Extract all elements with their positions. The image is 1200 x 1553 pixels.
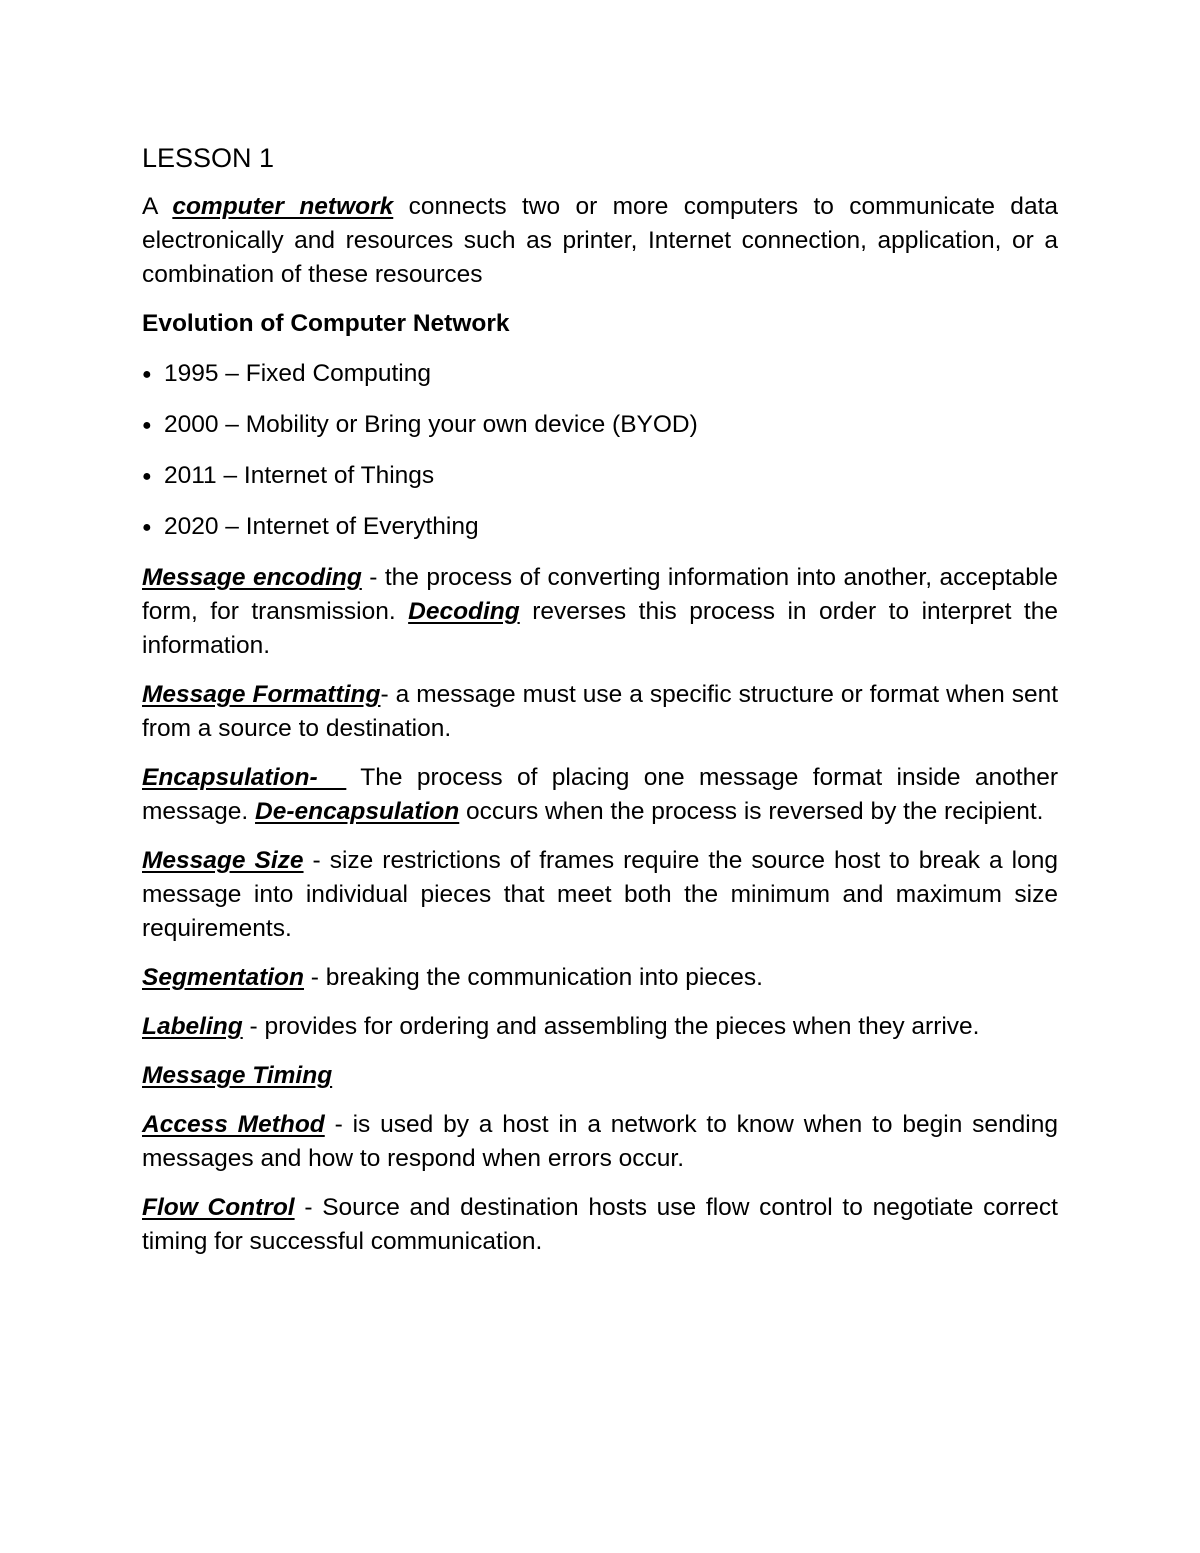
term-message-encoding: Message encoding xyxy=(142,564,362,591)
term-flow-control: Flow Control xyxy=(142,1194,295,1221)
term-access-method: Access Method xyxy=(142,1111,325,1138)
definition-text: reverses this process in order to interpret the information. xyxy=(142,598,1058,659)
definition-text: - the process of converting information into another, acceptable form, for transmission. xyxy=(142,564,1058,625)
definition-encapsulation xyxy=(142,761,1058,829)
list-item xyxy=(142,459,1058,494)
definition-text: - Source and destination hosts use flow control to negotiate correct timing for successful communication. xyxy=(142,1194,1058,1255)
term-encapsulation: Encapsulation- xyxy=(142,764,347,791)
bullet-icon: ● xyxy=(142,366,152,383)
lesson-title: LESSON 1 xyxy=(142,143,275,173)
definition-message-encoding xyxy=(142,561,1058,663)
intro-text: connects two or more computers to communicate data electronically and resources such as printer, Internet connection, application, or a combination of these resources xyxy=(142,193,1058,288)
definition-text: The process of placing one message format inside another message. xyxy=(142,764,1058,825)
list-item-text: 2020 – Internet of Everything xyxy=(164,513,479,540)
evolution-heading: Evolution of Computer Network xyxy=(142,310,510,337)
list-item xyxy=(142,357,1058,392)
term-computer-network: computer network xyxy=(172,193,394,220)
intro-paragraph xyxy=(142,190,1058,292)
bullet-icon: ● xyxy=(142,417,152,434)
term-message-size: Message Size xyxy=(142,847,304,874)
evolution-list xyxy=(142,357,1058,545)
definition-message-formatting xyxy=(142,678,1058,746)
definition-message-timing xyxy=(142,1059,1058,1093)
term-decoding: Decoding xyxy=(408,598,520,625)
definition-access-method xyxy=(142,1108,1058,1176)
definition-message-size xyxy=(142,844,1058,946)
bullet-icon: ● xyxy=(142,519,152,536)
definition-text: - size restrictions of frames require the source host to break a long message into individual pieces that meet both the minimum and maximum size requirements. xyxy=(142,847,1058,942)
list-item-text: 2011 – Internet of Things xyxy=(164,462,435,489)
term-labeling: Labeling xyxy=(142,1013,243,1040)
term-de-encapsulation: De-encapsulation xyxy=(255,798,460,825)
list-item xyxy=(142,510,1058,545)
definition-text: - a message must use a specific structure or format when sent from a source to destination. xyxy=(142,681,1059,742)
definition-flow-control xyxy=(142,1191,1058,1259)
definition-text: occurs when the process is reversed by the recipient. xyxy=(459,798,1044,825)
definition-segmentation xyxy=(142,961,1058,995)
document-page xyxy=(142,138,1058,1274)
term-segmentation: Segmentation xyxy=(142,964,304,991)
list-item-text: 1995 – Fixed Computing xyxy=(164,360,431,387)
definition-text: - breaking the communication into pieces. xyxy=(304,964,763,991)
definition-text: - is used by a host in a network to know when to begin sending messages and how to respond when errors occur. xyxy=(142,1111,1058,1172)
list-item xyxy=(142,408,1058,443)
bullet-icon: ● xyxy=(142,468,152,485)
definition-text: - provides for ordering and assembling the pieces when they arrive. xyxy=(242,1013,980,1040)
intro-prefix: A xyxy=(142,193,173,220)
term-message-formatting: Message Formatting xyxy=(142,681,381,708)
list-item-text: 2000 – Mobility or Bring your own device (BYOD) xyxy=(164,411,698,438)
term-message-timing: Message Timing xyxy=(142,1062,333,1089)
definition-labeling xyxy=(142,1010,1058,1044)
